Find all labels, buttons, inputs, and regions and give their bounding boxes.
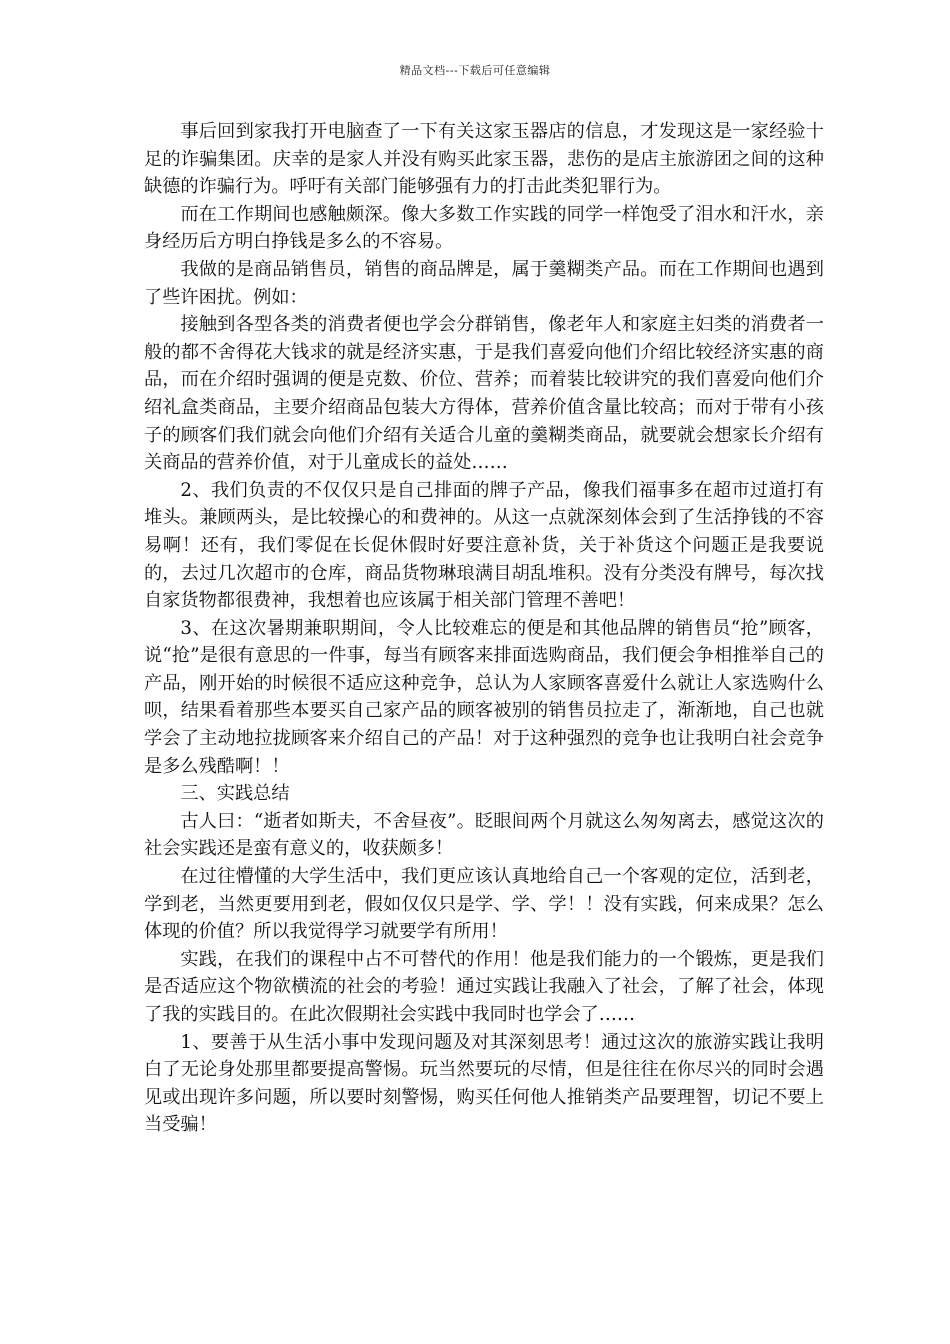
paragraph-9: 实践，在我们的课程中占不可替代的作用！他是我们能力的一个锻炼，更是我们是否适应这个物欲横流的社会的考验！通过实践让我融入了社会，了解了社会，体现了我的实践目的。在此次假期社会实践中我同时也学会了…… [144, 948, 824, 1025]
paragraph-10: 1、要善于从生活小事中发现问题及对其深刻思考！通过这次的旅游实践让我明白了无论身处那里都要提高警惕。玩当然要玩的尽情，但是往往在你尽兴的同时会遇见或出现许多问题，所以要时刻警惕，购买任何他人推销类产品要理智，切记不要上当受骗！ [144, 1031, 824, 1136]
paragraph-4: 接触到各型各类的消费者便也学会分群销售，像老年人和家庭主妇类的消费者一般的都不舍得花大钱求的就是经济实惠，于是我们喜爱向他们介绍比较经济实惠的商品，而在介绍时强调的便是克数、价位、营养；而着装比较讲究的我们喜爱向他们介绍礼盒类商品，主要介绍商品包装大方得体，营养价值含量比较高；而对于带有小孩子的顾客们我们就会向他们介绍有关适合儿童的羹糊类商品，就要就会想家长介绍有关商品的营养价值，对于儿童成长的益处…… [144, 314, 824, 474]
document-body [144, 118, 824, 1139]
paragraph-6: 3、在这次暑期兼职期间，令人比较难忘的便是和其他品牌的销售员“抢”顾客，说“抢”是很有意思的一件事，每当有顾客来排面选购商品，我们便会争相推举自己的产品，刚开始的时候很不适应这种竞争，总认为人家顾客喜爱什么就让人家选购什么呗，结果看着那些本要买自己家产品的顾客被别的销售员拉走了，渐渐地，自己也就学会了主动地拉拢顾客来介绍自己的产品！对于这种强烈的竞争也让我明白社会竞争是多么残酷啊！！ [144, 617, 824, 777]
section-heading-summary: 三、实践总结 [180, 783, 290, 805]
paragraph-7: 古人曰：“逝者如斯夫，不舍昼夜”。眨眼间两个月就这么匆匆离去，感觉这次的社会实践还是蛮有意义的，收获颇多！ [144, 810, 824, 860]
paragraph-5: 2、我们负责的不仅仅只是自己排面的牌子产品，像我们福事多在超市过道打有堆头。兼顾两头，是比较操心的和费神的。从这一点就深刻体会到了生活挣钱的不容易啊！还有，我们零促在长促休假时好要注意补货，关于补货这个问题正是我要说的，去过几次超市的仓库，商品货物琳琅满目胡乱堆积。没有分类没有牌号，每次找自家货物都很费神，我想着也应该属于相关部门管理不善吧！ [144, 479, 824, 612]
paragraph-1: 事后回到家我打开电脑查了一下有关这家玉器店的信息，才发现这是一家经验十足的诈骗集团。庆幸的是家人并没有购买此家玉器，悲伤的是店主旅游团之间的这种缺德的诈骗行为。呼吁有关部门能够强有力的打击此类犯罪行为。 [144, 121, 824, 198]
paragraph-3: 我做的是商品销售员，销售的商品牌是，属于羹糊类产品。而在工作期间也遇到了些许困扰。例如： [144, 258, 824, 308]
page-header: 精品文档---下载后可任意编辑 [399, 64, 551, 77]
paragraph-2: 而在工作期间也感触颇深。像大多数工作实践的同学一样饱受了泪水和汗水，亲身经历后方明白挣钱是多么的不容易。 [144, 203, 824, 253]
paragraph-8: 在过往懵懂的大学生活中，我们更应该认真地给自己一个客观的定位，活到老，学到老，当然更要用到老，假如仅仅只是学、学、学！！没有实践，何来成果？怎么体现的价值？所以我觉得学习就要学有所用！ [144, 866, 824, 943]
